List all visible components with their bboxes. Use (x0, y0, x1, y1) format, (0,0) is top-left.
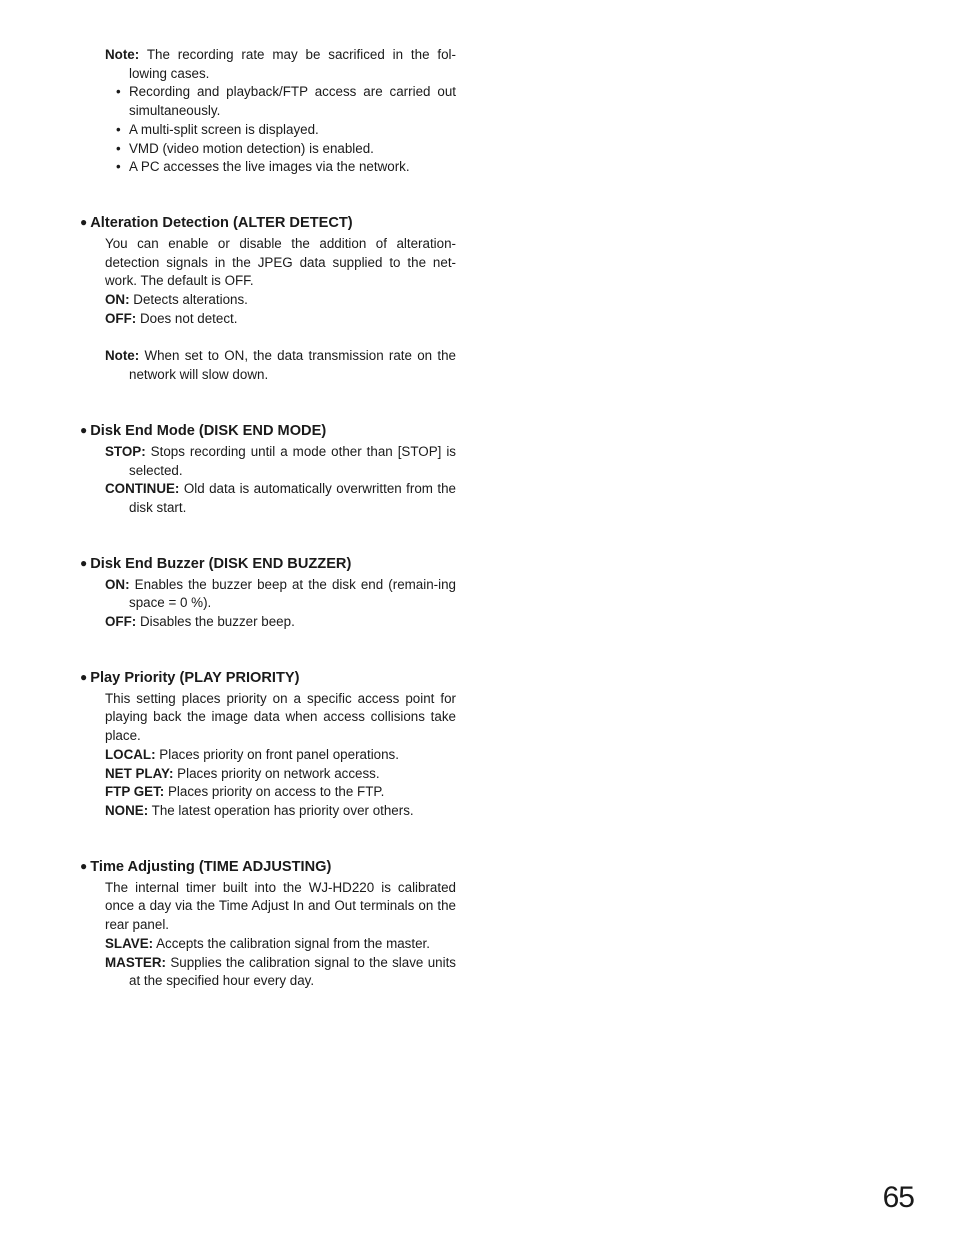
option-net-play: NET PLAY: Places priority on network access. (105, 765, 380, 781)
option-ftp-get: FTP GET: Places priority on access to the FTP. (105, 784, 385, 800)
bullet-icon: ● (80, 858, 88, 873)
bullet-icon: ● (80, 214, 88, 229)
list-bullet-icon: • (116, 159, 121, 175)
section-disk-end-mode (80, 421, 456, 518)
section-heading: ● Disk End Buzzer (DISK END BUZZER) (80, 555, 352, 572)
note-bullet-list (105, 83, 456, 177)
option-off: OFF: Disables the buzzer beep. (105, 614, 295, 630)
main-column (80, 46, 456, 991)
section-heading: ● Alteration Detection (ALTER DETECT) (80, 214, 353, 231)
option-continue: CONTINUE: Old data is automatically overwritten from the disk start. (105, 481, 456, 515)
list-item: • A PC accesses the live images via the network. (105, 158, 456, 177)
section-play-priority (80, 668, 456, 821)
note-paragraph: Note: When set to ON, the data transmission rate on the network will slow down. (105, 348, 456, 383)
note-paragraph (105, 46, 456, 83)
section-heading: ● Disk End Mode (DISK END MODE) (80, 422, 327, 439)
section-heading: ● Play Priority (PLAY PRIORITY) (80, 669, 300, 686)
section-alter-detect (80, 213, 456, 385)
note-recording-rate (105, 46, 456, 177)
option-off: OFF: Does not detect. (105, 310, 238, 326)
note-text: The recording rate may be sacrificed in the fol-lowing cases. (129, 47, 456, 81)
section-description: This setting places priority on a specific access point for playing back the image data when access collisions take place. (105, 690, 456, 744)
note-label: Note: (105, 47, 140, 62)
section-description: You can enable or disable the addition of alteration-detection signals in the JPEG data supplied to the net-work. The default is OFF. (105, 235, 456, 289)
list-item: • A multi-split screen is displayed. (105, 121, 456, 140)
section-body (105, 690, 456, 821)
option-slave: SLAVE: Accepts the calibration signal from the master. (105, 935, 430, 951)
option-on: ON: Enables the buzzer beep at the disk end (remain-ing space = 0 %). (105, 576, 456, 611)
section-body (105, 879, 456, 991)
page-number: 65 (882, 1181, 914, 1214)
bullet-icon: ● (80, 669, 88, 684)
bullet-icon: ● (80, 555, 88, 570)
option-local: LOCAL: Places priority on front panel operations. (105, 746, 399, 762)
section-body (105, 576, 456, 632)
section-disk-end-buzzer (80, 554, 456, 632)
section-body (105, 235, 456, 385)
list-item: • VMD (video motion detection) is enabled. (105, 140, 456, 159)
list-item: • Recording and playback/FTP access are carried out simultaneously. (116, 84, 456, 119)
section-time-adjusting (80, 857, 456, 991)
section-heading: ● Time Adjusting (TIME ADJUSTING) (80, 858, 332, 875)
option-on: ON: Detects alterations. (105, 292, 248, 308)
list-bullet-icon: • (116, 121, 121, 137)
section-description: The internal timer built into the WJ-HD220 is calibrated once a day via the Time Adjust In and Out terminals on the rear panel. (105, 879, 456, 933)
section-body (105, 443, 456, 518)
option-master: MASTER: Supplies the calibration signal to the slave units at the specified hour every day. (105, 954, 456, 989)
bullet-icon: ● (80, 422, 88, 437)
list-bullet-icon: • (116, 84, 121, 100)
list-bullet-icon: • (116, 140, 121, 156)
option-none: NONE: The latest operation has priority over others. (105, 802, 414, 818)
option-stop: STOP: Stops recording until a mode other than [STOP] is selected. (105, 443, 456, 478)
